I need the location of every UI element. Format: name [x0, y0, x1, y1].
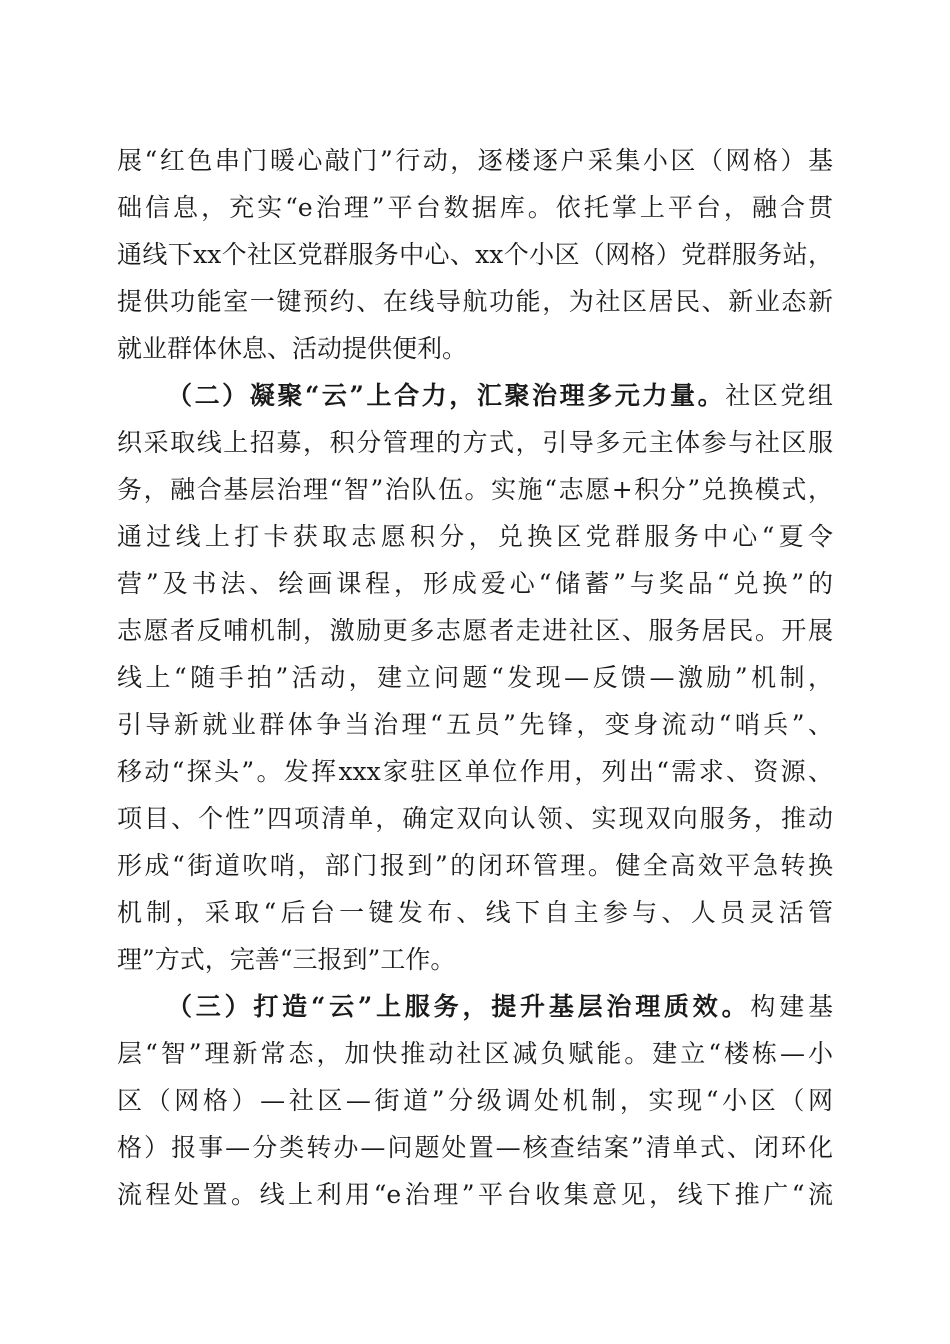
paragraph-first-line: [167, 376, 833, 416]
paragraph-text: 社区党组: [725, 381, 833, 410]
paragraph-line: 务，融合基层治理“智”治队伍。实施“志愿+积分”兑换模式，: [117, 475, 833, 504]
paragraph-line: 展“红色串门暖心敲门”行动，逐楼逐户采集小区（网格）基: [117, 146, 833, 175]
paragraph-line: 线上“随手拍”活动，建立问题“发现—反馈—激励”机制，: [117, 663, 833, 692]
paragraph-line: 格）报事—分类转办—问题处置—核查结案”清单式、闭环化: [117, 1133, 833, 1162]
paragraph-line: 志愿者反哺机制，激励更多志愿者走进社区、服务居民。开展: [117, 616, 833, 645]
paragraph-first-line: [167, 987, 833, 1027]
paragraph-line: 提供功能室一键预约、在线导航功能，为社区居民、新业态新: [117, 287, 833, 316]
paragraph-text: 构建基: [750, 992, 833, 1021]
paragraph-line: 机制，采取“后台一键发布、线下自主参与、人员灵活管: [117, 898, 833, 927]
paragraph-line: 引导新就业群体争当治理“五员”先锋，变身流动“哨兵”、: [117, 710, 833, 739]
paragraph-line: 织采取线上招募，积分管理的方式，引导多元主体参与社区服: [117, 428, 833, 457]
paragraph-line: 就业群体休息、活动提供便利。: [117, 334, 468, 363]
paragraph-line: 流程处置。线上利用“e治理”平台收集意见，线下推广“流: [117, 1180, 833, 1209]
paragraph-line: 移动“探头”。发挥xxx家驻区单位作用，列出“需求、资源、: [117, 757, 833, 786]
section-heading: （二）凝聚“云”上合力，汇聚治理多元力量。: [167, 381, 726, 410]
paragraph-line: 项目、个性”四项清单，确定双向认领、实现双向服务，推动: [117, 804, 833, 833]
paragraph-line: 通线下xx个社区党群服务中心、xx个小区（网格）党群服务站，: [117, 240, 833, 269]
paragraph-line: 层“智”理新常态，加快推动社区减负赋能。建立“楼栋—小: [117, 1039, 833, 1068]
paragraph-line: 通过线上打卡获取志愿积分，兑换区党群服务中心“夏令: [117, 522, 833, 551]
paragraph-line: 营”及书法、绘画课程，形成爱心“储蓄”与奖品“兑换”的: [117, 569, 833, 598]
paragraph-line: 区（网格）—社区—街道”分级调处机制，实现“小区（网: [117, 1086, 833, 1115]
section-heading: （三）打造“云”上服务，提升基层治理质效。: [167, 992, 751, 1021]
paragraph-line: 础信息，充实“e治理”平台数据库。依托掌上平台，融合贯: [117, 193, 833, 222]
paragraph-line: 理”方式，完善“三报到”工作。: [117, 945, 456, 974]
paragraph-line: 形成“街道吹哨，部门报到”的闭环管理。健全高效平急转换: [117, 851, 833, 880]
